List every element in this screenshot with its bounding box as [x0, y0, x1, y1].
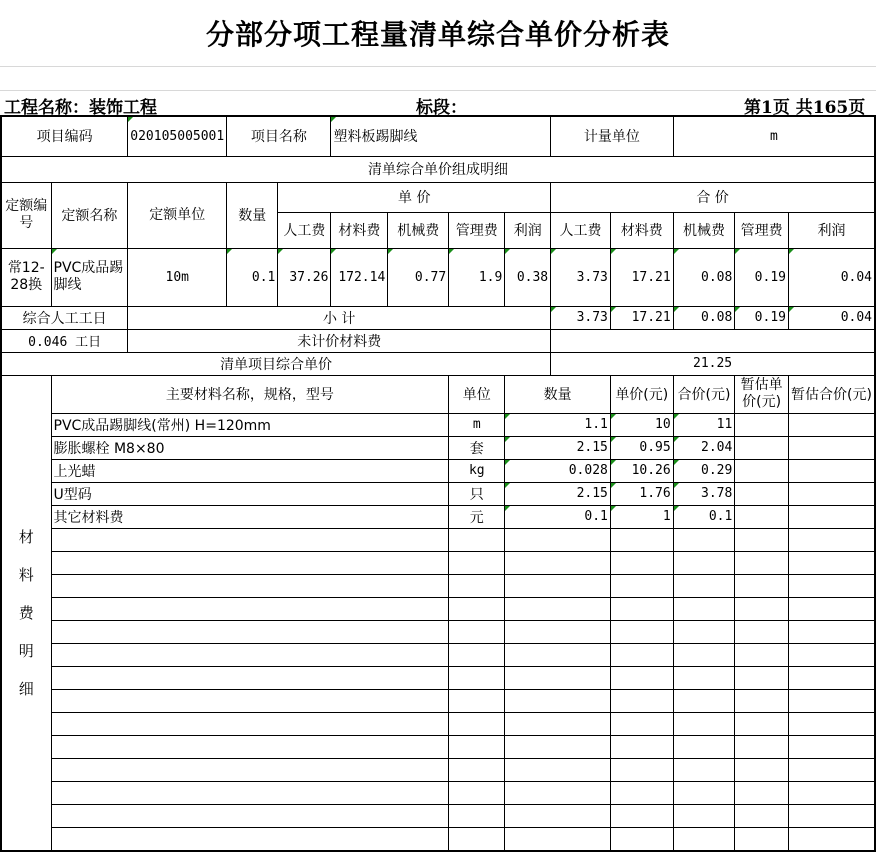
empty-cell[interactable] [51, 735, 449, 758]
empty-cell[interactable] [788, 804, 875, 827]
page-number: 第1页 共165页 [744, 98, 866, 118]
unit-price-value[interactable]: 21.25 [551, 352, 875, 375]
header-unit-management: 管理费 [449, 212, 505, 248]
header-unit-labor: 人工费 [278, 212, 331, 248]
empty-cell[interactable] [610, 735, 673, 758]
empty-cell[interactable] [735, 597, 789, 620]
material-quantity[interactable]: 2.15 [505, 436, 611, 459]
empty-cell[interactable] [610, 758, 673, 781]
header-total-machine: 机械费 [673, 212, 735, 248]
empty-cell[interactable] [788, 827, 875, 851]
empty-cell[interactable] [449, 758, 505, 781]
subtotal-label: 小 计 [128, 306, 551, 329]
item-name[interactable]: 塑料板踢脚线 [331, 116, 551, 156]
header-unit-material: 材料费 [331, 212, 388, 248]
material-est-unit[interactable] [735, 482, 789, 505]
empty-material-row [1, 666, 875, 689]
empty-cell[interactable] [505, 528, 611, 551]
material-total[interactable]: 11 [673, 413, 735, 436]
subtotal-machine[interactable]: 0.08 [673, 306, 735, 329]
empty-material-row [1, 758, 875, 781]
total-management[interactable]: 0.19 [735, 248, 789, 306]
material-name[interactable]: PVC成品踢脚线(常州) H=120mm [51, 413, 449, 436]
empty-cell[interactable] [449, 781, 505, 804]
material-row [1, 505, 875, 528]
empty-cell[interactable] [51, 551, 449, 574]
empty-cell[interactable] [735, 689, 789, 712]
empty-cell[interactable] [735, 620, 789, 643]
material-quantity[interactable]: 0.1 [505, 505, 611, 528]
empty-cell[interactable] [788, 574, 875, 597]
empty-cell[interactable] [673, 781, 735, 804]
empty-cell[interactable] [610, 597, 673, 620]
material-header-unit: 单位 [449, 375, 505, 413]
empty-cell[interactable] [51, 804, 449, 827]
material-header-unit-price: 单价(元) [610, 375, 673, 413]
empty-material-row [1, 620, 875, 643]
empty-cell[interactable] [505, 551, 611, 574]
empty-cell[interactable] [735, 643, 789, 666]
empty-cell[interactable] [610, 528, 673, 551]
unit-labor[interactable]: 37.26 [278, 248, 331, 306]
empty-cell[interactable] [788, 597, 875, 620]
header-unit-price: 单 价 [278, 182, 551, 212]
empty-cell[interactable] [505, 758, 611, 781]
empty-cell[interactable] [505, 666, 611, 689]
empty-material-row [1, 689, 875, 712]
material-row [1, 436, 875, 459]
empty-material-row [1, 827, 875, 851]
material-est-total[interactable] [788, 459, 875, 482]
material-est-unit[interactable] [735, 413, 789, 436]
empty-cell[interactable] [51, 528, 449, 551]
empty-cell[interactable] [673, 643, 735, 666]
empty-cell[interactable] [735, 804, 789, 827]
empty-cell[interactable] [449, 528, 505, 551]
composition-header: 清单综合单价组成明细 [1, 156, 875, 182]
empty-cell[interactable] [735, 574, 789, 597]
material-est-unit[interactable] [735, 459, 789, 482]
material-est-total[interactable] [788, 436, 875, 459]
empty-cell[interactable] [449, 689, 505, 712]
item-code-label: 项目编码 [1, 116, 128, 156]
item-name-label: 项目名称 [227, 116, 331, 156]
material-unit[interactable]: 套 [449, 436, 505, 459]
empty-cell[interactable] [788, 551, 875, 574]
empty-cell[interactable] [735, 735, 789, 758]
empty-material-row [1, 643, 875, 666]
empty-cell[interactable] [449, 597, 505, 620]
info-row [0, 91, 876, 118]
empty-material-row [1, 597, 875, 620]
empty-cell[interactable] [610, 551, 673, 574]
empty-cell[interactable] [735, 758, 789, 781]
material-unit[interactable]: 元 [449, 505, 505, 528]
header-quota-code: 定额编号 [1, 182, 51, 248]
empty-cell[interactable] [505, 597, 611, 620]
page-title: 分部分项工程量清单综合单价分析表 [0, 0, 876, 67]
empty-cell[interactable] [449, 574, 505, 597]
empty-cell[interactable] [735, 781, 789, 804]
empty-cell[interactable] [735, 827, 789, 851]
material-row [1, 413, 875, 436]
material-unit-price[interactable]: 1 [610, 505, 673, 528]
material-name[interactable]: U型码 [51, 482, 449, 505]
unit-profit[interactable]: 0.38 [505, 248, 551, 306]
empty-cell[interactable] [673, 666, 735, 689]
unpriced-label: 未计价材料费 [128, 329, 551, 352]
material-row [1, 482, 875, 505]
project-name: 工程名称：装饰工程 [4, 98, 157, 118]
empty-cell[interactable] [673, 735, 735, 758]
header-quota-name: 定额名称 [51, 182, 128, 248]
empty-cell[interactable] [51, 781, 449, 804]
header-unit-machine: 机械费 [388, 212, 449, 248]
empty-cell[interactable] [610, 643, 673, 666]
material-total[interactable]: 0.1 [673, 505, 735, 528]
empty-cell[interactable] [449, 620, 505, 643]
empty-material-row [1, 712, 875, 735]
empty-cell[interactable] [673, 597, 735, 620]
empty-cell[interactable] [610, 804, 673, 827]
header-total-profit: 利润 [788, 212, 875, 248]
unit-material[interactable]: 172.14 [331, 248, 388, 306]
material-side-label: 材料费明细 [1, 375, 51, 851]
subtotal-management[interactable]: 0.19 [735, 306, 789, 329]
empty-cell[interactable] [51, 666, 449, 689]
empty-cell[interactable] [788, 643, 875, 666]
material-quantity[interactable]: 1.1 [505, 413, 611, 436]
empty-cell[interactable] [51, 712, 449, 735]
empty-cell[interactable] [788, 758, 875, 781]
total-machine[interactable]: 0.08 [673, 248, 735, 306]
section-label: 标段： [416, 98, 467, 118]
unit-machine[interactable]: 0.77 [388, 248, 449, 306]
material-unit-price[interactable]: 0.95 [610, 436, 673, 459]
material-est-total[interactable] [788, 413, 875, 436]
empty-cell[interactable] [51, 827, 449, 851]
header-total-price: 合 价 [551, 182, 875, 212]
empty-cell[interactable] [505, 735, 611, 758]
empty-cell[interactable] [449, 712, 505, 735]
empty-cell[interactable] [505, 689, 611, 712]
empty-cell[interactable] [610, 827, 673, 851]
empty-cell[interactable] [505, 643, 611, 666]
material-header-est-unit: 暂估单价(元) [735, 375, 789, 413]
material-name[interactable]: 膨胀螺栓 M8×80 [51, 436, 449, 459]
empty-cell[interactable] [788, 666, 875, 689]
material-unit[interactable]: 只 [449, 482, 505, 505]
empty-cell[interactable] [51, 643, 449, 666]
empty-cell[interactable] [449, 666, 505, 689]
empty-material-row [1, 551, 875, 574]
empty-material-row [1, 804, 875, 827]
empty-cell[interactable] [449, 735, 505, 758]
unit-price-label: 清单项目综合单价 [1, 352, 551, 375]
empty-cell[interactable] [610, 666, 673, 689]
empty-cell[interactable] [610, 620, 673, 643]
material-header-est-total: 暂估合价(元) [788, 375, 875, 413]
header-total-material: 材料费 [610, 212, 673, 248]
empty-cell[interactable] [673, 827, 735, 851]
empty-cell[interactable] [610, 574, 673, 597]
header-total-management: 管理费 [735, 212, 789, 248]
empty-cell[interactable] [505, 781, 611, 804]
empty-cell[interactable] [673, 804, 735, 827]
total-profit[interactable]: 0.04 [788, 248, 875, 306]
material-est-unit[interactable] [735, 436, 789, 459]
material-name[interactable]: 上光蜡 [51, 459, 449, 482]
empty-cell[interactable] [673, 689, 735, 712]
material-unit[interactable]: m [449, 413, 505, 436]
header-quota-unit: 定额单位 [128, 182, 227, 248]
header-unit-profit: 利润 [505, 212, 551, 248]
empty-cell[interactable] [673, 620, 735, 643]
material-total[interactable]: 0.29 [673, 459, 735, 482]
total-labor[interactable]: 3.73 [551, 248, 611, 306]
empty-cell[interactable] [673, 758, 735, 781]
empty-material-row [1, 574, 875, 597]
total-material[interactable]: 17.21 [610, 248, 673, 306]
empty-cell[interactable] [735, 551, 789, 574]
header-total-labor: 人工费 [551, 212, 611, 248]
material-unit-price[interactable]: 10.26 [610, 459, 673, 482]
material-unit-price[interactable]: 1.76 [610, 482, 673, 505]
empty-cell[interactable] [735, 528, 789, 551]
empty-cell[interactable] [788, 620, 875, 643]
quota-name[interactable]: PVC成品踢脚线 [51, 248, 128, 306]
empty-cell[interactable] [51, 620, 449, 643]
header-quantity: 数量 [227, 182, 278, 248]
empty-cell[interactable] [505, 712, 611, 735]
empty-material-row [1, 781, 875, 804]
empty-cell[interactable] [788, 781, 875, 804]
labor-day-label: 综合人工工日 [1, 306, 128, 329]
empty-cell[interactable] [673, 712, 735, 735]
subtotal-material[interactable]: 17.21 [610, 306, 673, 329]
material-est-total[interactable] [788, 482, 875, 505]
empty-cell[interactable] [788, 689, 875, 712]
material-total[interactable]: 2.04 [673, 436, 735, 459]
empty-cell[interactable] [51, 758, 449, 781]
material-unit[interactable]: kg [449, 459, 505, 482]
empty-cell[interactable] [673, 551, 735, 574]
blank-row [0, 66, 876, 91]
empty-cell[interactable] [505, 827, 611, 851]
material-header-quantity: 数量 [505, 375, 611, 413]
material-row [1, 459, 875, 482]
empty-cell[interactable] [449, 551, 505, 574]
quota-unit[interactable]: 10m [128, 248, 227, 306]
material-est-total[interactable] [788, 505, 875, 528]
empty-cell[interactable] [673, 528, 735, 551]
material-quantity[interactable]: 2.15 [505, 482, 611, 505]
empty-cell[interactable] [51, 574, 449, 597]
empty-cell[interactable] [505, 804, 611, 827]
empty-cell[interactable] [610, 689, 673, 712]
analysis-table [0, 115, 876, 852]
empty-cell[interactable] [449, 643, 505, 666]
empty-material-row [1, 735, 875, 758]
unpriced-value[interactable] [551, 329, 875, 352]
empty-cell[interactable] [735, 712, 789, 735]
empty-cell[interactable] [673, 574, 735, 597]
empty-cell[interactable] [610, 712, 673, 735]
empty-cell[interactable] [788, 712, 875, 735]
empty-cell[interactable] [449, 804, 505, 827]
material-est-unit[interactable] [735, 505, 789, 528]
empty-cell[interactable] [51, 597, 449, 620]
subtotal-labor[interactable]: 3.73 [551, 306, 611, 329]
material-unit-price[interactable]: 10 [610, 413, 673, 436]
empty-cell[interactable] [788, 528, 875, 551]
material-name[interactable]: 其它材料费 [51, 505, 449, 528]
empty-cell[interactable] [735, 666, 789, 689]
empty-cell[interactable] [610, 781, 673, 804]
empty-cell[interactable] [788, 735, 875, 758]
unit-management[interactable]: 1.9 [449, 248, 505, 306]
material-header-total: 合价(元) [673, 375, 735, 413]
quota-quantity[interactable]: 0.1 [227, 248, 278, 306]
quota-code[interactable]: 常12-28换 [1, 248, 51, 306]
subtotal-profit[interactable]: 0.04 [788, 306, 875, 329]
empty-cell[interactable] [505, 620, 611, 643]
empty-cell[interactable] [449, 827, 505, 851]
unit-label: 计量单位 [551, 116, 674, 156]
item-code[interactable]: 020105005001 [128, 116, 227, 156]
material-header-name: 主要材料名称，规格，型号 [51, 375, 449, 413]
empty-cell[interactable] [51, 689, 449, 712]
labor-day-value[interactable]: 0.046 工日 [1, 329, 128, 352]
empty-material-row [1, 528, 875, 551]
material-quantity[interactable]: 0.028 [505, 459, 611, 482]
item-unit[interactable]: m [673, 116, 875, 156]
empty-cell[interactable] [505, 574, 611, 597]
material-total[interactable]: 3.78 [673, 482, 735, 505]
